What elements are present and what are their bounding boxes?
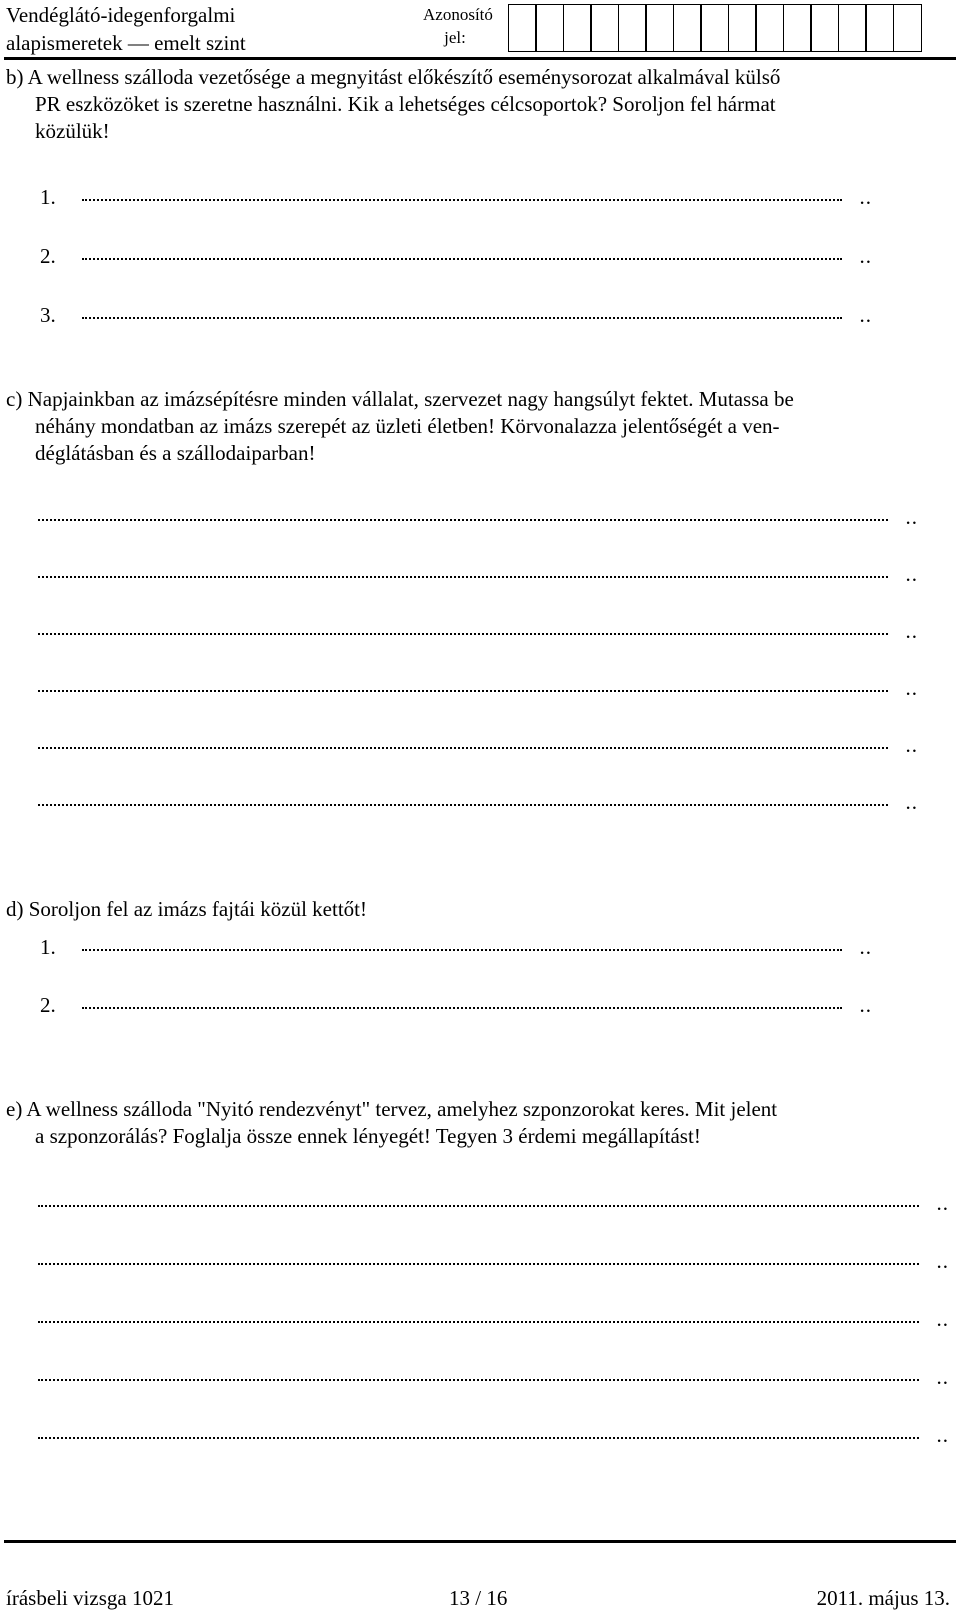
line-end: ..	[859, 935, 872, 959]
dotted-line	[38, 1205, 919, 1207]
question-label: d)	[6, 897, 24, 921]
line-end: ..	[905, 505, 918, 529]
line-end: ..	[905, 562, 918, 586]
dotted-line	[38, 747, 888, 749]
line-end: ..	[859, 185, 872, 209]
answer-line[interactable]	[40, 186, 872, 208]
answer-line[interactable]	[38, 1192, 949, 1214]
answer-line[interactable]	[38, 734, 918, 756]
page-number: 13 / 16	[449, 1586, 508, 1610]
dotted-line	[38, 804, 888, 806]
line-end: ..	[936, 1423, 949, 1447]
answer-number: 2.	[40, 244, 56, 268]
question-c	[6, 386, 958, 467]
question-text: Soroljon fel az imázs fajtái közül kettőt!	[28, 897, 367, 921]
id-box[interactable]	[673, 4, 702, 52]
line-end: ..	[905, 790, 918, 814]
question-text: Napjainkban az imázsépítésre minden vállalat, szervezet nagy hangsúlyt fektet. Mutassa be	[27, 387, 794, 411]
id-box[interactable]	[618, 4, 647, 52]
id-box[interactable]	[563, 4, 592, 52]
line-end: ..	[905, 733, 918, 757]
answer-number: 2.	[40, 993, 56, 1017]
question-text: közülük!	[35, 119, 110, 143]
answer-line[interactable]	[40, 936, 872, 958]
line-end: ..	[859, 303, 872, 327]
line-end: ..	[905, 619, 918, 643]
dotted-line	[82, 199, 842, 201]
exam-subject	[6, 1, 246, 57]
id-label-line-2: jel:	[444, 28, 466, 47]
header-divider	[4, 57, 956, 60]
id-label	[423, 3, 493, 49]
subject-line-1: Vendéglátó-idegenforgalmi	[6, 3, 236, 27]
exam-date: 2011. május 13.	[816, 1586, 950, 1610]
question-b	[6, 64, 958, 145]
answer-line[interactable]	[40, 245, 872, 267]
id-box[interactable]	[865, 4, 894, 52]
question-label: b)	[6, 65, 24, 89]
line-end: ..	[936, 1191, 949, 1215]
answer-line[interactable]	[38, 1250, 949, 1272]
question-label: e)	[6, 1097, 23, 1121]
answer-line[interactable]	[38, 1424, 949, 1446]
answer-number: 1.	[40, 935, 56, 959]
question-text: A wellness szálloda vezetősége a megnyitást előkészítő eseménysorozat alkalmával külső	[27, 65, 781, 89]
footer-exam-code: írásbeli vizsga 1021	[6, 1586, 174, 1610]
dotted-line	[38, 1437, 919, 1439]
answer-line[interactable]	[38, 677, 918, 699]
id-box[interactable]	[645, 4, 674, 52]
question-text: néhány mondatban az imázs szerepét az üzleti életben! Körvonalazza jelentőségét a ven-	[35, 414, 780, 438]
subject-line-2: alapismeretek — emelt szint	[6, 31, 246, 55]
answer-line[interactable]	[38, 506, 918, 528]
dotted-line	[38, 1263, 919, 1265]
dotted-line	[38, 1379, 919, 1381]
dotted-line	[38, 576, 888, 578]
line-end: ..	[859, 244, 872, 268]
dotted-line	[38, 519, 888, 521]
dotted-line	[38, 1321, 919, 1323]
answer-line[interactable]	[40, 994, 872, 1016]
question-label: c)	[6, 387, 23, 411]
answer-line[interactable]	[38, 1366, 949, 1388]
dotted-line	[82, 949, 842, 951]
answer-number: 1.	[40, 185, 56, 209]
id-box[interactable]	[755, 4, 784, 52]
question-text: a szponzorálás? Foglalja össze ennek lényegét! Tegyen 3 érdemi megállapítást!	[35, 1124, 701, 1148]
answer-number: 3.	[40, 303, 56, 327]
dotted-line	[82, 317, 842, 319]
answer-line[interactable]	[38, 563, 918, 585]
dotted-line	[38, 690, 888, 692]
id-box[interactable]	[700, 4, 729, 52]
line-end: ..	[936, 1249, 949, 1273]
line-end: ..	[905, 676, 918, 700]
dotted-line	[38, 633, 888, 635]
line-end: ..	[859, 993, 872, 1017]
id-box[interactable]	[508, 4, 537, 52]
footer-divider	[4, 1540, 956, 1543]
question-e	[6, 1096, 958, 1150]
question-text: A wellness szálloda "Nyitó rendezvényt" tervez, amelyhez szponzorokat keres. Mit jelent	[26, 1097, 778, 1121]
answer-line[interactable]	[38, 620, 918, 642]
id-box[interactable]	[535, 4, 564, 52]
answer-line[interactable]	[38, 791, 918, 813]
dotted-line	[82, 258, 842, 260]
id-box[interactable]	[893, 4, 922, 52]
line-end: ..	[936, 1365, 949, 1389]
id-box[interactable]	[838, 4, 867, 52]
question-text: déglátásban és a szállodaiparban!	[35, 441, 316, 465]
question-d	[6, 896, 367, 923]
id-label-line-1: Azonosító	[423, 5, 493, 24]
id-box[interactable]	[590, 4, 619, 52]
question-text: PR eszközöket is szeretne használni. Kik a lehetséges célcsoportok? Soroljon fel hármat	[35, 92, 776, 116]
id-box[interactable]	[810, 4, 839, 52]
id-code-boxes	[509, 4, 922, 52]
answer-line[interactable]	[38, 1308, 949, 1330]
id-box[interactable]	[783, 4, 812, 52]
id-box[interactable]	[728, 4, 757, 52]
answer-line[interactable]	[40, 304, 872, 326]
line-end: ..	[936, 1307, 949, 1331]
dotted-line	[82, 1007, 842, 1009]
